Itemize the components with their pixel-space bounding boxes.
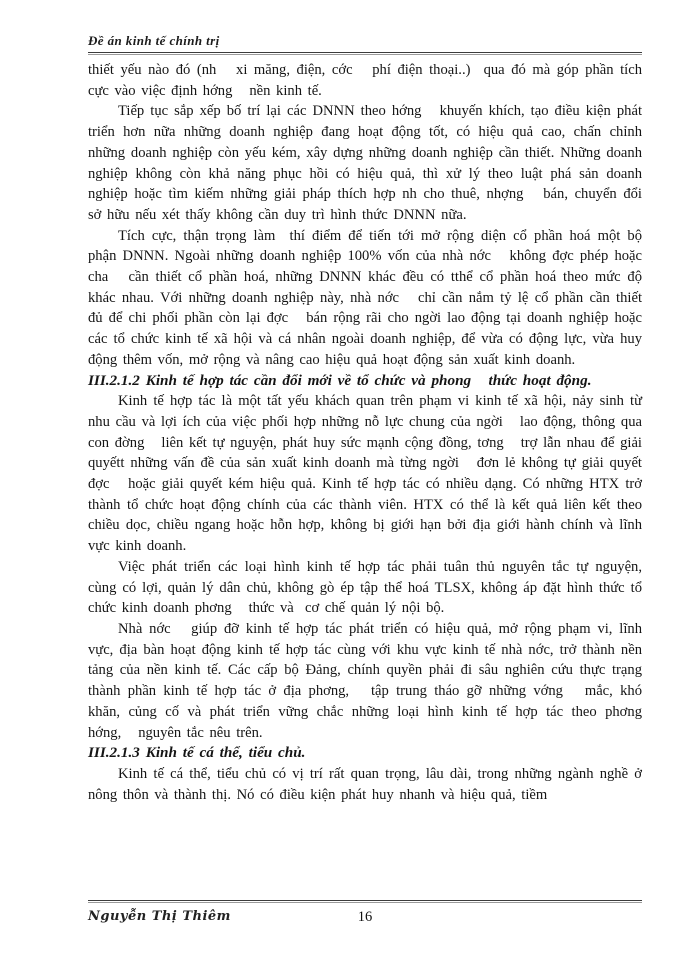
page-header bbox=[88, 33, 642, 55]
paragraph: Tiếp tục sắp xếp bố trí lại các DNNN theo hớng khuyến khích, tạo điều kiện phát triển hơn nữa những doanh nghiệp đang hoạt động tốt, có hiệu quả cao, chấn chỉnh những doanh nghiệp còn yếu kém, xây dựng những doanh nghiệp cần thiết. Những doanh nghiệp không còn khả năng phục hồi có hiệu quả, thì xử lý theo luật phá sản doanh nghiệp hoặc tìm kiếm những giải pháp thích hợp nh cho thuê, nhợng bán, chuyển đổi sở hữu nếu xét thấy không cần duy trì hình thức DNNN nữa. bbox=[88, 103, 648, 223]
page-number: 16 bbox=[357, 909, 373, 925]
footer-author: Nguyễn Thị Thiêm bbox=[88, 909, 231, 924]
paragraph: Nhà nớc giúp đỡ kinh tế hợp tác phát triển có hiệu quả, mở rộng phạm vi, lĩnh vực, địa bàn hoạt động kinh tế hợp tác cùng với khu vực kinh tế nhà nớc, trở thành nền tảng của nền kinh tế. Các cấp bộ Đảng, chính quyền phải đi sâu nghiên cứu thực trạng thành phần kinh tế hợp tác ở địa phơng, tập trung tháo gỡ những vớng mắc, khó khăn, củng cố và phát triển vững chắc những loại hình kinh tế hợp tác theo phơng hớng, nguyên tắc nêu trên. bbox=[88, 620, 659, 741]
footer-row bbox=[88, 909, 642, 929]
document-body bbox=[88, 60, 659, 805]
paragraph-continuation: thiết yếu nào đó (nh xi măng, điện, cớc phí điện thoại..) qua đó mà góp phần tích cực vào việc định hớng nền kinh tế. bbox=[88, 62, 648, 99]
footer-rule bbox=[88, 900, 642, 903]
running-title: Đề án kinh tế chính trị bbox=[88, 33, 220, 48]
header-rule bbox=[88, 52, 642, 55]
paragraph: Kinh tế hợp tác là một tất yếu khách quan trên phạm vi kinh tế xã hội, nảy sinh từ nhu cầu và lợi ích của việc phối hợp những nỗ lực chung của ngời lao động, thông qua con đờng liên kết tự nguyện, phát huy sức mạnh cộng đồng, tơng trợ lẫn nhau để giải quyếtt những vấn đề của sản xuất kinh doanh mà từng ngời đơn lẻ không tự giải quyết đợc hoặc giải quyết kém hiệu quả. Kinh tế hợp tác có nhiều dạng. Có những HTX trở thành tổ chức hoạt động chính của các thành viên. HTX có thể là kết quả liên kết theo chiều dọc, chiều ngang hoặc hỗn hợp, không bị giới hạn bởi địa giới hành chính và lĩnh vực kinh doanh. bbox=[88, 393, 648, 555]
paragraph: Việc phát triển các loại hình kinh tế hợp tác phải tuân thủ nguyên tắc tự nguyện, cùng có lợi, quản lý dân chủ, không gò ép tập thể hoá TLSX, không áp đặt hình thức tổ chức kinh doanh phơng thức và cơ chế quản lý nội bộ. bbox=[88, 558, 648, 617]
page-footer bbox=[88, 897, 642, 929]
section-heading-III-2-1-3: III.2.1.3 Kinh tế cá thể, tiểu chủ. bbox=[88, 744, 306, 762]
section-heading-III-2-1-2: III.2.1.2 Kinh tế hợp tác cần đổi mới về tổ chức và phong thức hoạt động. bbox=[88, 371, 592, 389]
paragraph: Kinh tế cá thể, tiểu chủ có vị trí rất quan trọng, lâu dài, trong những ngành nghề ở nông thôn và thành thị. Nó có điều kiện phát huy nhanh và hiệu quả, tiềm bbox=[88, 765, 648, 803]
paragraph: Tích cực, thận trọng làm thí điểm để tiến tới mở rộng diện cổ phần hoá một bộ phận DNNN. Ngoài những doanh nghiệp 100% vốn của nhà nớc không đợc phép hoặc cha cần thiết cổ phần hoá, những DNNN khác đều có tthể cổ phần hoá theo mức độ khác nhau. Với những doanh nghiệp này, nhà nớc chỉ cần nắm tỷ lệ cổ phần cần thiết đủ để chi phối phần còn lại đợc bán rộng rãi cho ngời lao động tại doanh nghiệp hoặc các tổ chức kinh tế xã hội và cá nhân ngoài doanh nghiệp, để vừa có động lực, vừa huy động thêm vốn, mở rộng và nâng cao hiệu quả hoạt động sản xuất kinh doanh. bbox=[88, 227, 648, 368]
